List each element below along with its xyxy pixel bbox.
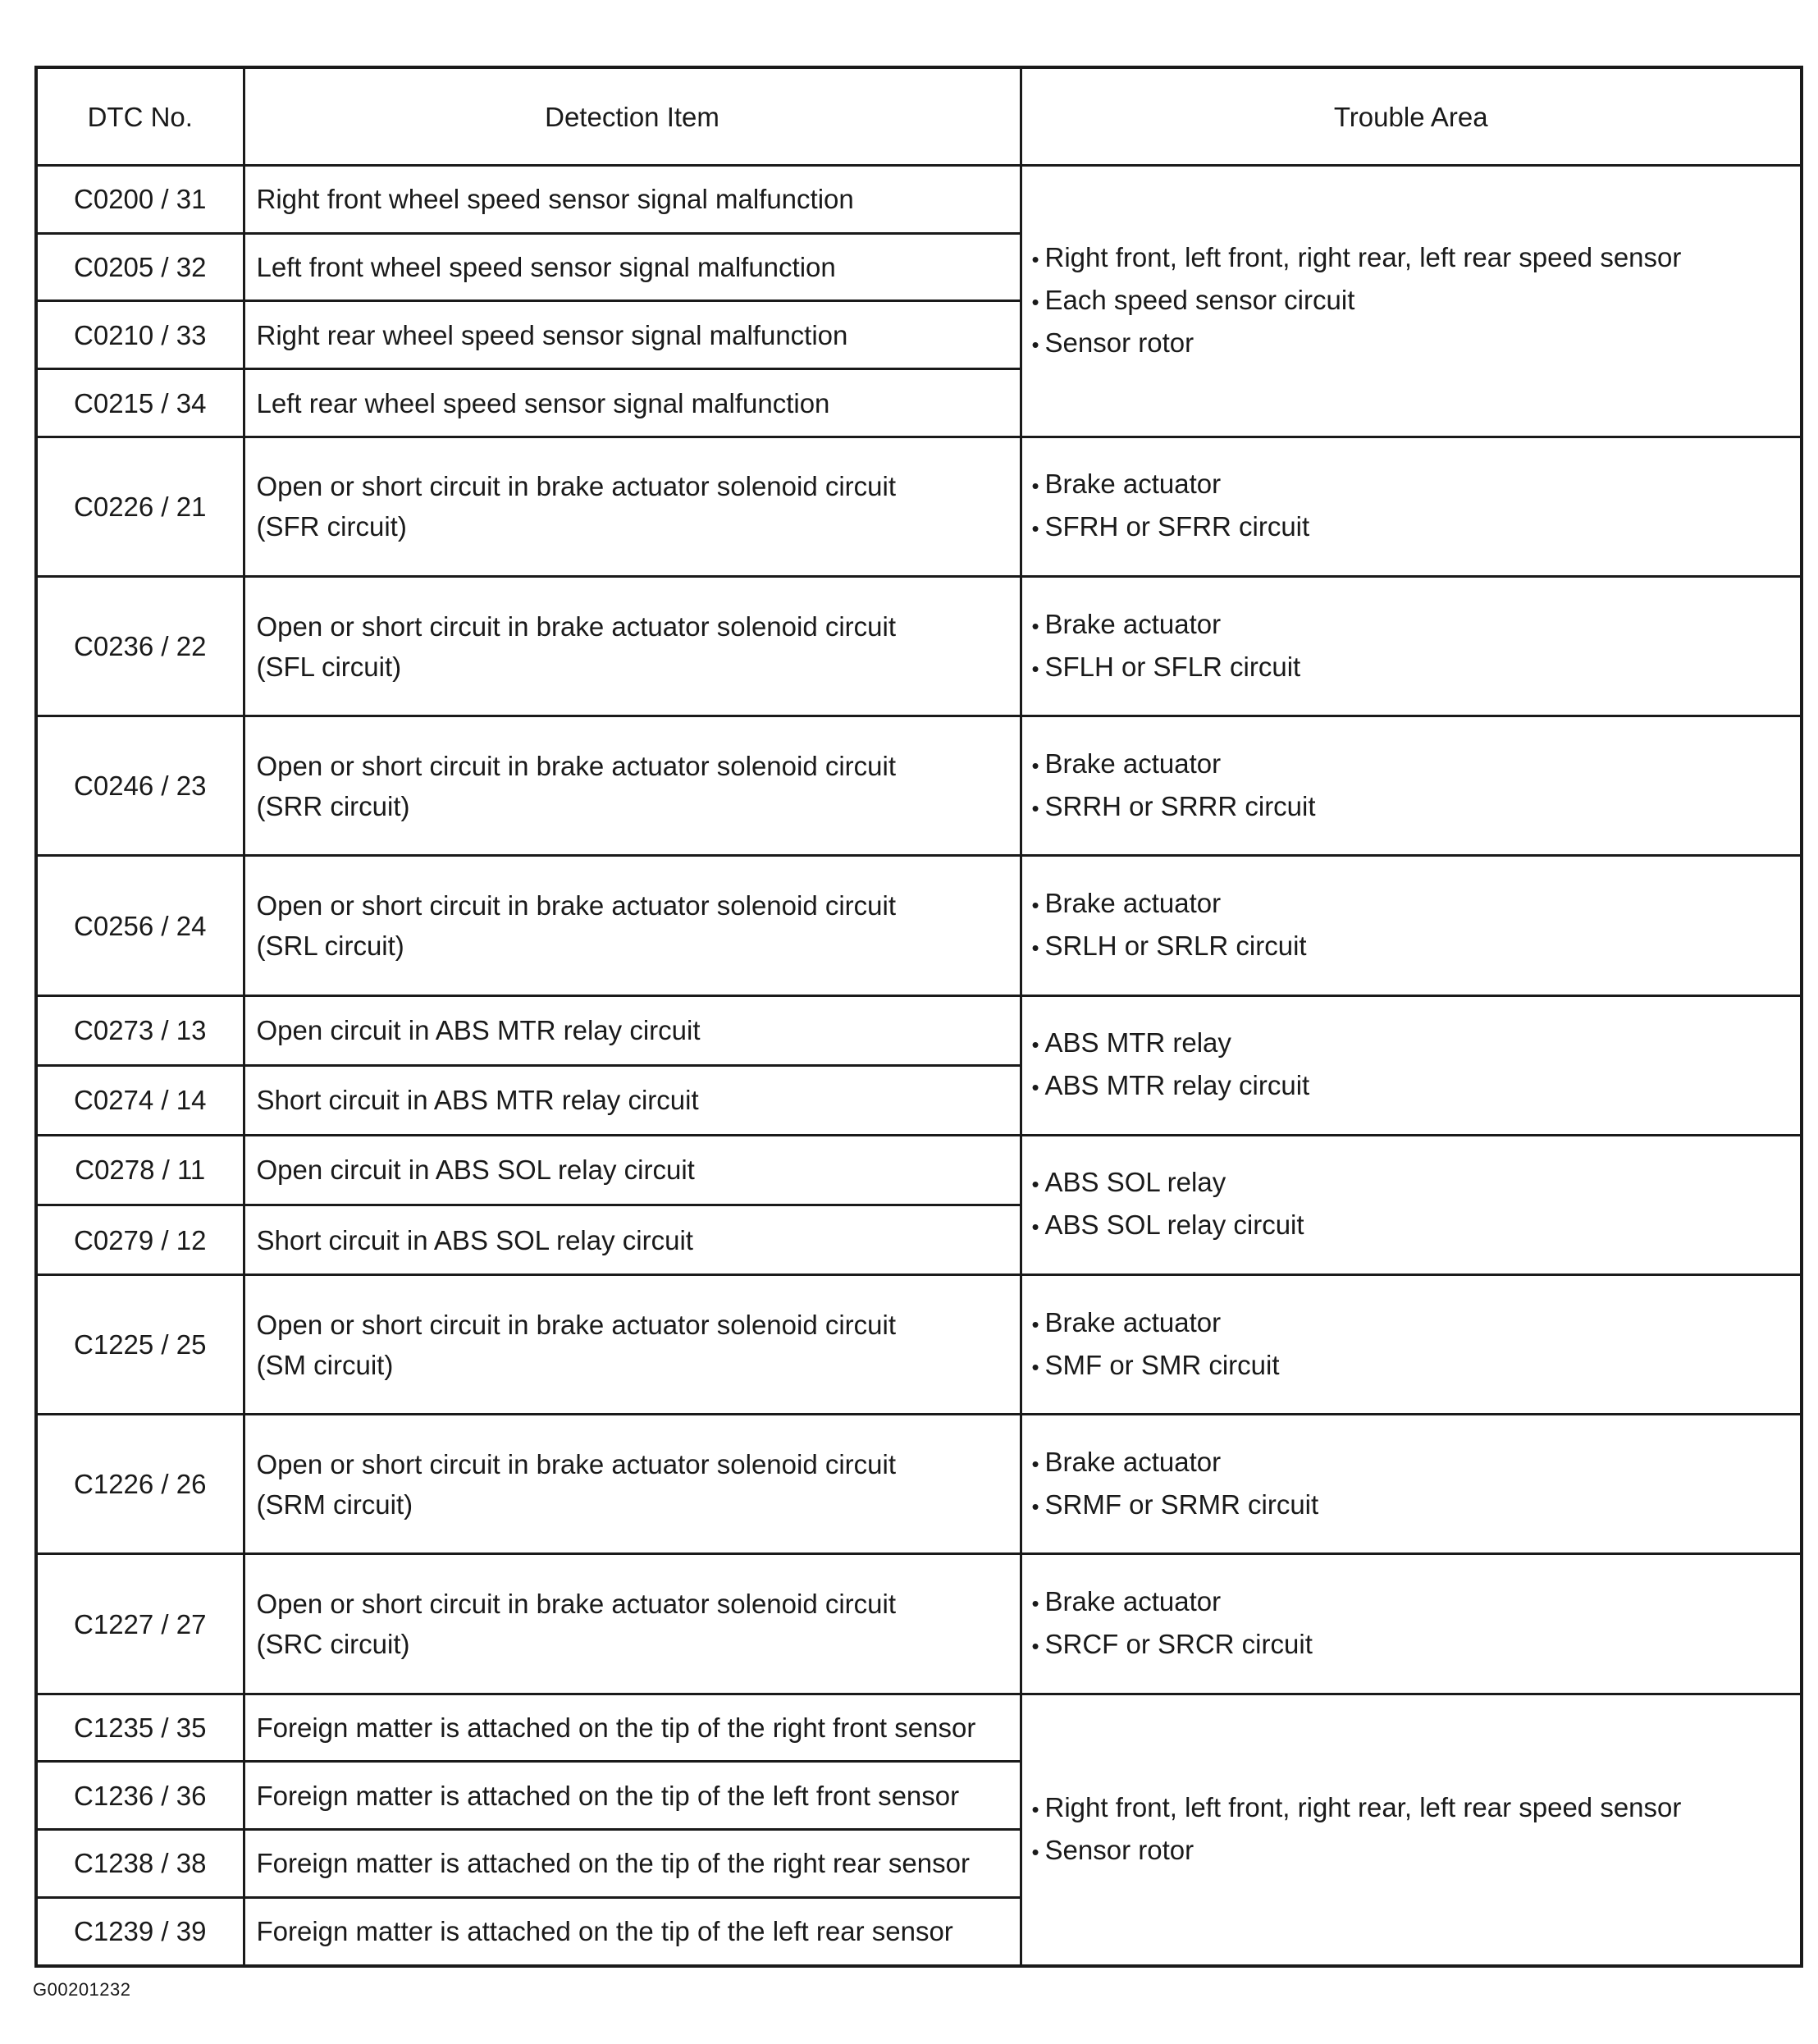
- detection-item-line: Open or short circuit in brake actuator solenoid circuit: [256, 750, 897, 781]
- detection-item-cell: [244, 1830, 1021, 1898]
- table-row: [36, 995, 1802, 1065]
- detection-item-cell: [244, 301, 1021, 369]
- dtc-code-cell: C0210 / 33: [36, 301, 244, 369]
- table-row: [36, 1275, 1802, 1415]
- trouble-area-cell: [1021, 437, 1802, 576]
- detection-item-line: (SM circuit): [256, 1349, 394, 1380]
- table-row: [36, 437, 1802, 576]
- table-row: [36, 1135, 1802, 1205]
- dtc-code-cell: C0278 / 11: [36, 1135, 244, 1205]
- detection-item-cell: [244, 1694, 1021, 1762]
- detection-item-line: Right rear wheel speed sensor signal malfunction: [256, 319, 848, 350]
- dtc-code-cell: C1239 / 39: [36, 1897, 244, 1966]
- detection-item-cell: [244, 716, 1021, 856]
- dtc-code-cell: C0246 / 23: [36, 716, 244, 856]
- trouble-area-cell: [1021, 577, 1802, 716]
- table-body: [36, 166, 1802, 1967]
- table-row: [36, 716, 1802, 856]
- trouble-area-item: • SRMF or SRMR circuit: [1032, 1484, 1793, 1527]
- detection-item-line: Open circuit in ABS MTR relay circuit: [256, 1015, 701, 1046]
- detection-item-cell: [244, 233, 1021, 301]
- trouble-area-item: • Brake actuator: [1032, 604, 1793, 647]
- detection-item-line: Open or short circuit in brake actuator solenoid circuit: [256, 610, 897, 642]
- trouble-area-item: • Sensor rotor: [1032, 1830, 1793, 1873]
- detection-item-line: Foreign matter is attached on the tip of the left rear sensor: [256, 1916, 953, 1947]
- trouble-area-item: • Brake actuator: [1032, 1581, 1793, 1624]
- detection-item-cell: [244, 1415, 1021, 1554]
- trouble-area-item: • SMF or SMR circuit: [1032, 1345, 1793, 1388]
- trouble-area-item: • Brake actuator: [1032, 1302, 1793, 1345]
- detection-item-cell: [244, 1205, 1021, 1274]
- detection-item-line: Right front wheel speed sensor signal malfunction: [256, 184, 854, 215]
- dtc-code-cell: C1226 / 26: [36, 1415, 244, 1554]
- detection-item-cell: [244, 1065, 1021, 1135]
- trouble-area-cell: [1021, 716, 1802, 856]
- trouble-area-cell: [1021, 856, 1802, 995]
- detection-item-line: (SFL circuit): [256, 651, 402, 682]
- dtc-code-cell: C0273 / 13: [36, 995, 244, 1065]
- trouble-area-item: • ABS SOL relay circuit: [1032, 1205, 1793, 1247]
- detection-item-line: Short circuit in ABS MTR relay circuit: [256, 1085, 699, 1116]
- trouble-area-item: • Brake actuator: [1032, 1442, 1793, 1484]
- figure-id: G00201232: [33, 1979, 131, 2000]
- trouble-area-item: • Sensor rotor: [1032, 322, 1793, 365]
- detection-item-line: (SRC circuit): [256, 1629, 410, 1660]
- header-trouble-area: Trouble Area: [1021, 67, 1802, 166]
- table-row: [36, 166, 1802, 234]
- detection-item-cell: [244, 1897, 1021, 1966]
- dtc-code-cell: C1238 / 38: [36, 1830, 244, 1898]
- detection-item-cell: [244, 577, 1021, 716]
- trouble-area-item: • SRCF or SRCR circuit: [1032, 1624, 1793, 1667]
- detection-item-line: Left front wheel speed sensor signal malfunction: [256, 252, 836, 283]
- dtc-code-cell: C0279 / 12: [36, 1205, 244, 1274]
- dtc-code-cell: C0205 / 32: [36, 233, 244, 301]
- trouble-area-item: • Each speed sensor circuit: [1032, 280, 1793, 322]
- header-detection-item: Detection Item: [244, 67, 1021, 166]
- dtc-code-cell: C0256 / 24: [36, 856, 244, 995]
- detection-item-line: (SFR circuit): [256, 511, 407, 542]
- table-row: [36, 1694, 1802, 1762]
- trouble-area-cell: [1021, 1275, 1802, 1415]
- dtc-code-cell: C0236 / 22: [36, 577, 244, 716]
- dtc-code-cell: C0215 / 34: [36, 369, 244, 437]
- dtc-code-cell: C1227 / 27: [36, 1554, 244, 1694]
- detection-item-line: Open or short circuit in brake actuator solenoid circuit: [256, 890, 897, 921]
- detection-item-line: (SRR circuit): [256, 790, 410, 821]
- detection-item-cell: [244, 1762, 1021, 1830]
- detection-item-cell: [244, 1275, 1021, 1415]
- detection-item-cell: [244, 166, 1021, 234]
- dtc-code-cell: C0200 / 31: [36, 166, 244, 234]
- detection-item-line: Open or short circuit in brake actuator solenoid circuit: [256, 1309, 897, 1340]
- detection-item-cell: [244, 856, 1021, 995]
- detection-item-line: Open or short circuit in brake actuator solenoid circuit: [256, 471, 897, 502]
- detection-item-line: (SRM circuit): [256, 1488, 413, 1520]
- trouble-area-item: • Right front, left front, right rear, left rear speed sensor: [1032, 237, 1793, 280]
- trouble-area-item: • SFLH or SFLR circuit: [1032, 647, 1793, 689]
- dtc-table: [34, 66, 1803, 1968]
- detection-item-cell: [244, 995, 1021, 1065]
- header-dtc-no: DTC No.: [36, 67, 244, 166]
- table-row: [36, 1415, 1802, 1554]
- detection-item-line: Open circuit in ABS SOL relay circuit: [256, 1155, 695, 1186]
- trouble-area-cell: [1021, 1554, 1802, 1694]
- trouble-area-cell: [1021, 1694, 1802, 1966]
- detection-item-line: Foreign matter is attached on the tip of the right rear sensor: [256, 1848, 970, 1879]
- trouble-area-item: • ABS SOL relay: [1032, 1162, 1793, 1205]
- detection-item-cell: [244, 437, 1021, 576]
- trouble-area-cell: [1021, 166, 1802, 437]
- detection-item-cell: [244, 1554, 1021, 1694]
- trouble-area-item: • Brake actuator: [1032, 464, 1793, 506]
- trouble-area-item: • Brake actuator: [1032, 743, 1793, 786]
- trouble-area-cell: [1021, 995, 1802, 1135]
- trouble-area-item: • SRRH or SRRR circuit: [1032, 786, 1793, 829]
- trouble-area-item: • Brake actuator: [1032, 883, 1793, 926]
- dtc-code-cell: C1236 / 36: [36, 1762, 244, 1830]
- dtc-code-cell: C0274 / 14: [36, 1065, 244, 1135]
- detection-item-line: Open or short circuit in brake actuator solenoid circuit: [256, 1589, 897, 1620]
- detection-item-line: Foreign matter is attached on the tip of the left front sensor: [256, 1780, 960, 1811]
- detection-item-cell: [244, 369, 1021, 437]
- table-row: [36, 577, 1802, 716]
- detection-item-line: Left rear wheel speed sensor signal malfunction: [256, 387, 830, 418]
- dtc-code-cell: C0226 / 21: [36, 437, 244, 576]
- dtc-code-cell: C1225 / 25: [36, 1275, 244, 1415]
- trouble-area-cell: [1021, 1135, 1802, 1274]
- trouble-area-cell: [1021, 1415, 1802, 1554]
- trouble-area-item: • ABS MTR relay: [1032, 1022, 1793, 1065]
- dtc-code-cell: C1235 / 35: [36, 1694, 244, 1762]
- header-row: [36, 67, 1802, 166]
- detection-item-line: Foreign matter is attached on the tip of the right front sensor: [256, 1712, 976, 1744]
- trouble-area-item: • ABS MTR relay circuit: [1032, 1065, 1793, 1108]
- detection-item-line: Open or short circuit in brake actuator solenoid circuit: [256, 1448, 897, 1479]
- trouble-area-item: • SRLH or SRLR circuit: [1032, 926, 1793, 968]
- trouble-area-item: • SFRH or SFRR circuit: [1032, 506, 1793, 549]
- table-row: [36, 1554, 1802, 1694]
- detection-item-cell: [244, 1135, 1021, 1205]
- trouble-area-item: • Right front, left front, right rear, left rear speed sensor: [1032, 1787, 1793, 1830]
- table-row: [36, 856, 1802, 995]
- detection-item-line: (SRL circuit): [256, 931, 404, 962]
- detection-item-line: Short circuit in ABS SOL relay circuit: [256, 1224, 693, 1255]
- table-header: [36, 67, 1802, 166]
